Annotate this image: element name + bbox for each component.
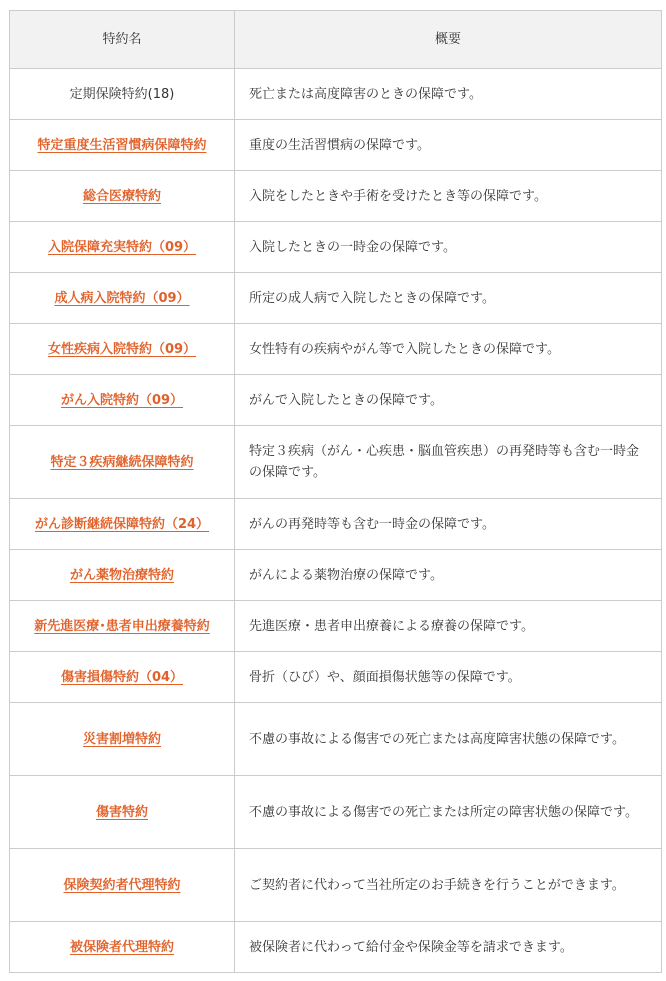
rider-name-cell (10, 703, 235, 776)
rider-name-link[interactable]: 特定重度生活習慣病保障特約 (37, 137, 207, 153)
rider-name-cell (10, 499, 235, 550)
rider-name-link[interactable]: 女性疾病入院特約（09） (47, 341, 197, 357)
rider-summary-cell: がんによる薬物治療の保障です。 (235, 550, 662, 601)
rider-summary-cell: 入院をしたときや手術を受けたとき等の保障です。 (235, 171, 662, 222)
table-row (10, 703, 662, 776)
rider-name-link[interactable]: 傷害特約 (95, 804, 148, 820)
rider-name-link[interactable]: 傷害損傷特約（04） (60, 669, 184, 685)
rider-summary-cell: 先進医療・患者申出療養による療養の保障です。 (235, 601, 662, 652)
table-row (10, 849, 662, 922)
rider-summary-cell: ご契約者に代わって当社所定のお手続きを行うことができます。 (235, 849, 662, 922)
rider-summary-cell: 死亡または高度障害のときの保障です。 (235, 69, 662, 120)
table-row (10, 222, 662, 273)
rider-name-link[interactable]: 保険契約者代理特約 (63, 877, 181, 893)
table-row (10, 324, 662, 375)
rider-table-body (10, 69, 662, 973)
rider-name-link[interactable]: 被保険者代理特約 (69, 939, 174, 955)
rider-name-text: 定期保険特約(18) (69, 86, 175, 102)
rider-summary-cell: 入院したときの一時金の保障です。 (235, 222, 662, 273)
rider-summary-cell: 被保険者に代わって給付金や保険金等を請求できます。 (235, 922, 662, 973)
rider-name-link[interactable]: 新先進医療･患者申出療養特約 (34, 618, 210, 634)
rider-name-link[interactable]: 特定３疾病継続保障特約 (50, 454, 194, 470)
rider-summary-cell: 不慮の事故による傷害での死亡または高度障害状態の保障です。 (235, 703, 662, 776)
rider-name-cell (10, 222, 235, 273)
rider-name-cell (10, 324, 235, 375)
rider-table-container (9, 10, 661, 973)
table-row (10, 426, 662, 499)
rider-name-cell (10, 601, 235, 652)
rider-name-cell (10, 652, 235, 703)
table-row (10, 922, 662, 973)
rider-name-cell (10, 120, 235, 171)
rider-summary-cell: 特定３疾病（がん・心疾患・脳血管疾患）の再発時等も含む一時金の保障です。 (235, 426, 662, 499)
rider-name-cell (10, 550, 235, 601)
table-row (10, 601, 662, 652)
rider-summary-cell: 女性特有の疾病やがん等で入院したときの保障です。 (235, 324, 662, 375)
table-row (10, 69, 662, 120)
rider-name-link[interactable]: がん診断継続保障特約（24） (34, 516, 210, 532)
table-row (10, 776, 662, 849)
rider-name-cell (10, 273, 235, 324)
rider-summary-cell: 重度の生活習慣病の保障です。 (235, 120, 662, 171)
rider-table (9, 10, 662, 973)
rider-name-link[interactable]: 総合医療特約 (82, 188, 161, 204)
rider-summary-cell: 所定の成人病で入院したときの保障です。 (235, 273, 662, 324)
table-row (10, 375, 662, 426)
rider-summary-cell: がんの再発時等も含む一時金の保障です。 (235, 499, 662, 550)
rider-summary-cell: がんで入院したときの保障です。 (235, 375, 662, 426)
table-row (10, 171, 662, 222)
rider-name-link[interactable]: 入院保障充実特約（09） (47, 239, 197, 255)
header-rider-name: 特約名 (10, 11, 235, 69)
header-summary: 概要 (235, 11, 662, 69)
table-header-row (10, 11, 662, 69)
rider-name-cell (10, 69, 235, 120)
rider-name-link[interactable]: 災害割増特約 (82, 731, 161, 747)
rider-name-cell (10, 776, 235, 849)
rider-name-cell (10, 922, 235, 973)
rider-summary-cell: 不慮の事故による傷害での死亡または所定の障害状態の保障です。 (235, 776, 662, 849)
rider-name-cell (10, 375, 235, 426)
table-row (10, 120, 662, 171)
table-row (10, 550, 662, 601)
rider-name-cell (10, 171, 235, 222)
rider-name-cell (10, 426, 235, 499)
table-row (10, 652, 662, 703)
rider-name-link[interactable]: がん入院特約（09） (60, 392, 184, 408)
rider-summary-cell: 骨折（ひび）や、顔面損傷状態等の保障です。 (235, 652, 662, 703)
table-row (10, 273, 662, 324)
table-row (10, 499, 662, 550)
rider-name-link[interactable]: 成人病入院特約（09） (54, 290, 190, 306)
rider-name-cell (10, 849, 235, 922)
rider-name-link[interactable]: がん薬物治療特約 (69, 567, 174, 583)
